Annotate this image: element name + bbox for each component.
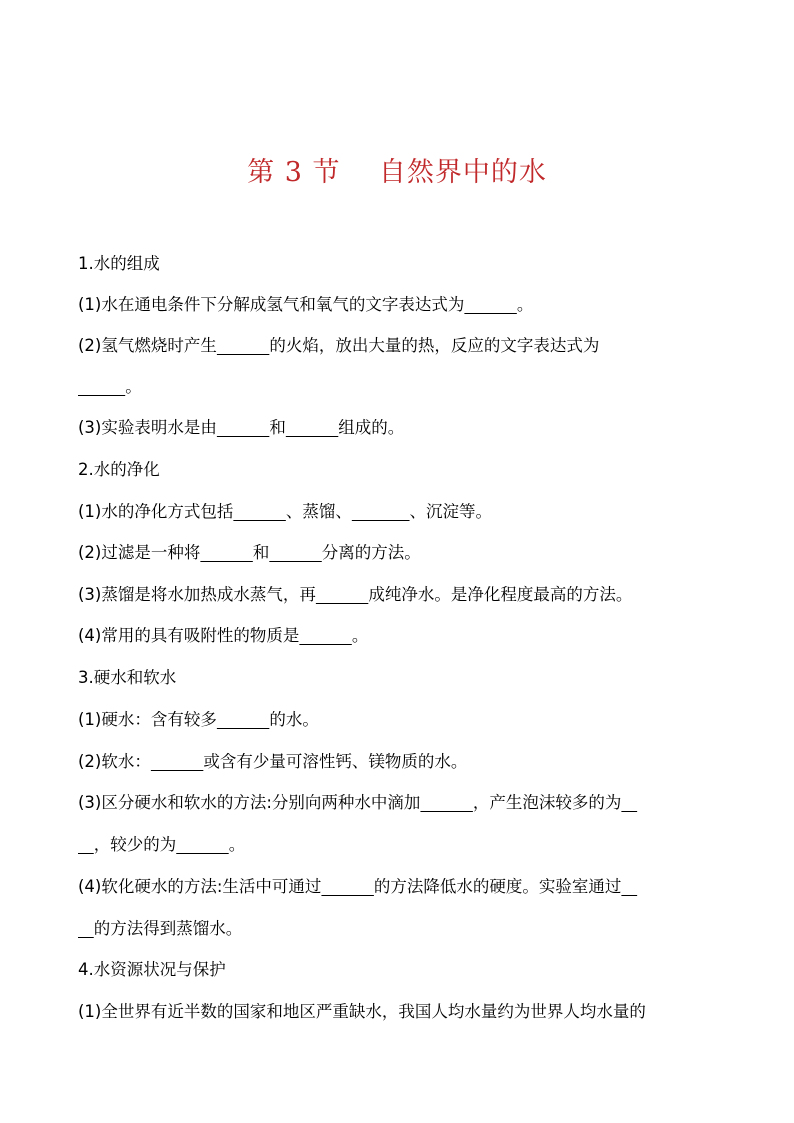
fill-in-blank <box>217 418 269 437</box>
line-text: (1)水在通电条件下分解成氢气和氧气的文字表达式为 <box>78 295 465 314</box>
line-text: (1)全世界有近半数的国家和地区严重缺水，我国人均水量约为世界人均水量的 <box>78 1002 646 1021</box>
fill-in-blank <box>269 543 321 562</box>
question-line <box>78 500 728 524</box>
question-line <box>78 583 728 607</box>
line-text: (3)区分硬水和软水的方法:分别向两种水中滴加 <box>78 793 421 812</box>
fill-in-blank <box>151 752 203 771</box>
fill-in-blank <box>233 502 285 521</box>
line-text: 的方法降低水的硬度。实验室通过 <box>373 877 622 896</box>
line-text: 或含有少量可溶性钙、镁物质的水。 <box>203 752 468 771</box>
question-line <box>78 917 728 941</box>
fill-in-blank <box>176 835 228 854</box>
fill-in-blank <box>78 377 125 396</box>
line-text: 1.水的组成 <box>78 254 160 273</box>
line-text: 、蒸馏、 <box>285 502 352 521</box>
fill-in-blank <box>78 919 94 938</box>
line-text: (3)蒸馏是将水加热成水蒸气，再 <box>78 585 316 604</box>
line-text: ，产生泡沫较多的为 <box>472 793 622 812</box>
section-heading <box>78 458 728 482</box>
question-line <box>78 624 728 648</box>
line-text: (2)过滤是一种将 <box>78 543 201 562</box>
fill-in-blank <box>78 835 94 854</box>
fill-in-blank <box>316 585 368 604</box>
line-text: (3)实验表明水是由 <box>78 418 217 437</box>
question-line <box>78 293 728 317</box>
question-line <box>78 416 728 440</box>
fill-in-blank <box>217 336 269 355</box>
line-text: 。 <box>228 835 246 854</box>
question-line <box>78 791 728 815</box>
line-text: 。 <box>125 377 142 396</box>
fill-in-blank <box>200 543 252 562</box>
line-text: 和 <box>252 543 270 562</box>
page-title: 第 3 节 自然界中的水 <box>247 157 547 188</box>
line-text: ，较少的为 <box>93 835 177 854</box>
section-heading <box>78 958 728 982</box>
line-text: 。 <box>516 295 534 314</box>
question-line <box>78 875 728 899</box>
line-text: 、沉淀等。 <box>409 502 493 521</box>
line-text: (4)软化硬水的方法:生活中可通过 <box>78 877 322 896</box>
fill-in-blank <box>299 626 351 645</box>
fill-in-blank <box>217 710 269 729</box>
question-line <box>78 750 728 774</box>
question-line <box>78 334 728 358</box>
fill-in-blank <box>286 418 338 437</box>
fill-in-blank <box>321 877 373 896</box>
line-text: 的方法得到蒸馏水。 <box>93 919 243 938</box>
fill-in-blank <box>464 295 516 314</box>
line-text: 成纯净水。是净化程度最高的方法。 <box>368 585 633 604</box>
fill-in-blank <box>420 793 472 812</box>
fill-in-blank <box>621 877 637 896</box>
line-text: 分离的方法。 <box>321 543 421 562</box>
question-line <box>78 708 728 732</box>
line-text: (1)硬水：含有较多 <box>78 710 217 729</box>
line-text: (1)水的净化方式包括 <box>78 502 234 521</box>
line-text: 的水。 <box>269 710 319 729</box>
fill-in-blank <box>621 793 637 812</box>
question-line <box>78 375 728 399</box>
line-text: (2)软水： <box>78 752 151 771</box>
line-text: 2.水的净化 <box>78 460 160 479</box>
question-line <box>78 833 728 857</box>
fill-in-blank <box>352 502 410 521</box>
line-text: 4.水资源状况与保护 <box>78 960 226 979</box>
line-text: 和 <box>269 418 286 437</box>
question-line <box>78 1000 728 1024</box>
section-heading <box>78 666 728 690</box>
line-text: (2)氢气燃烧时产生 <box>78 336 217 355</box>
line-text: 。 <box>351 626 369 645</box>
line-text: 3.硬水和软水 <box>78 668 177 687</box>
line-text: 组成的。 <box>338 418 405 437</box>
line-text: 的火焰，放出大量的热，反应的文字表达式为 <box>269 336 600 355</box>
section-heading <box>78 252 728 276</box>
question-line <box>78 541 728 565</box>
line-text: (4)常用的具有吸附性的物质是 <box>78 626 300 645</box>
